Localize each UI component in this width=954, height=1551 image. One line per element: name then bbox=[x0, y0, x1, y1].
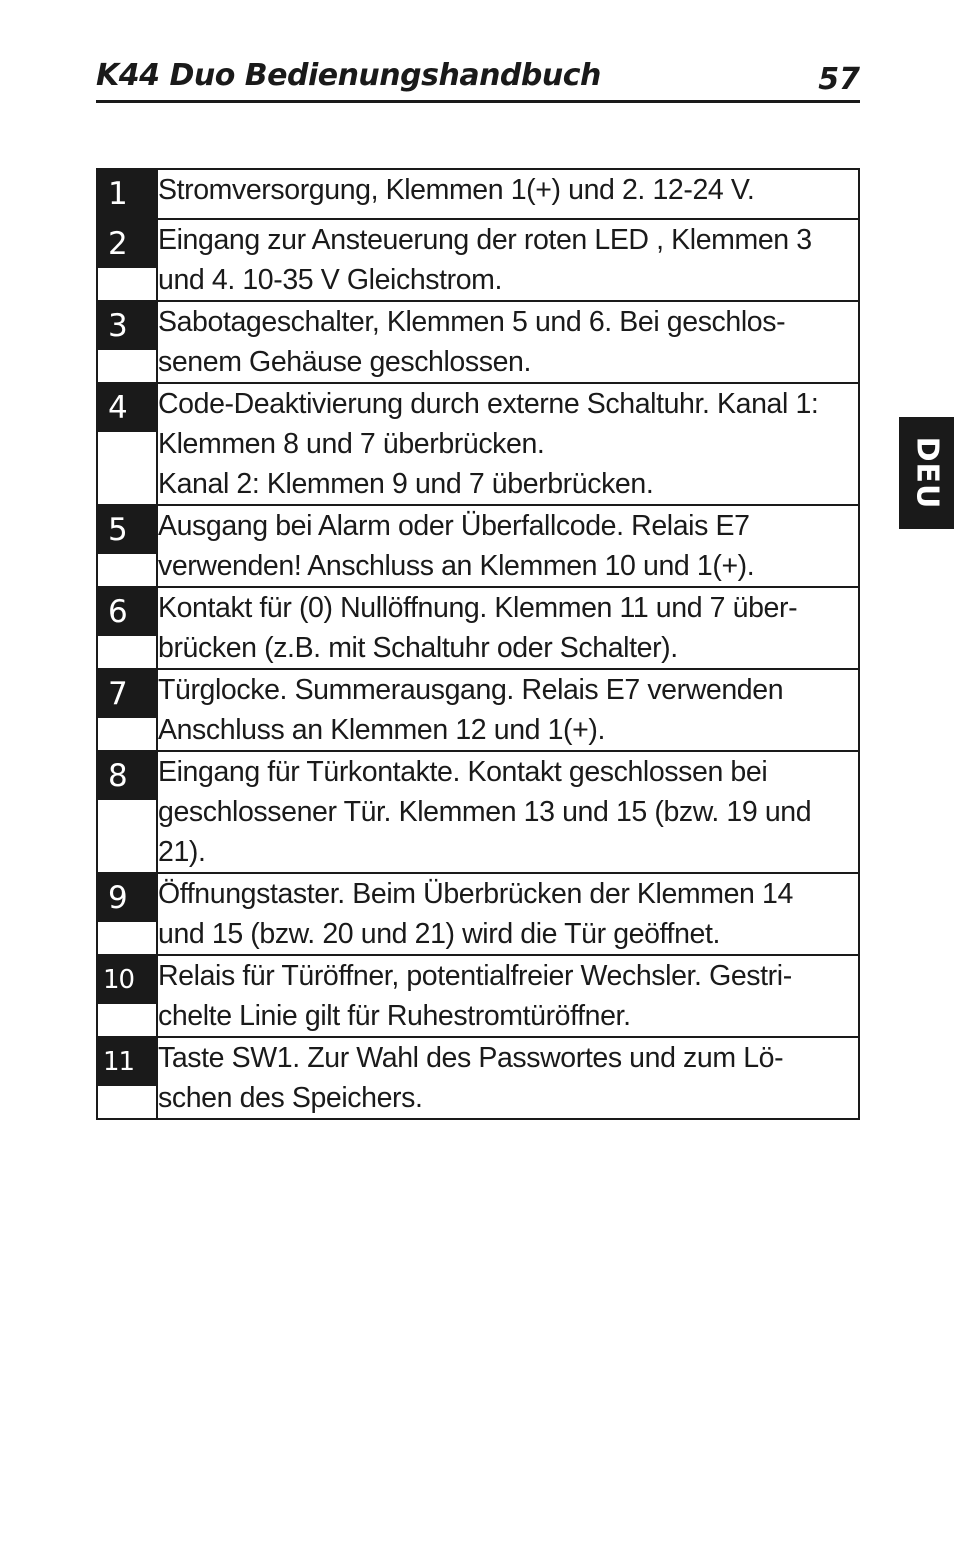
description-line: brücken (z.B. mit Schaltuhr oder Schalter). bbox=[158, 632, 678, 664]
row-number: 10 bbox=[98, 956, 156, 1004]
description-line: senem Gehäuse geschlossen. bbox=[158, 346, 532, 378]
page-number: 57 bbox=[818, 62, 860, 97]
row-number-cell bbox=[97, 955, 157, 1037]
row-number: 6 bbox=[98, 588, 156, 636]
row-number: 9 bbox=[98, 874, 156, 922]
description-line: Taste SW1. Zur Wahl des Passwortes und zum Lö- bbox=[158, 1042, 784, 1074]
description-line: Stromversorgung, Klemmen 1(+) und 2. 12-24 V. bbox=[158, 174, 755, 206]
row-number: 7 bbox=[98, 670, 156, 718]
terminal-description-table bbox=[96, 168, 860, 1120]
table-row bbox=[97, 383, 859, 505]
row-number-cell bbox=[97, 219, 157, 301]
description-line: Ausgang bei Alarm oder Überfallcode. Relais E7 bbox=[158, 510, 750, 542]
row-number-cell bbox=[97, 751, 157, 873]
row-description bbox=[157, 219, 859, 301]
description-line: Öffnungstaster. Beim Überbrücken der Klemmen 14 bbox=[158, 878, 793, 910]
table-row bbox=[97, 751, 859, 873]
row-description bbox=[157, 751, 859, 873]
row-number: 3 bbox=[98, 302, 156, 350]
description-line: Türglocke. Summerausgang. Relais E7 verwenden bbox=[158, 674, 784, 706]
row-number-cell bbox=[97, 669, 157, 751]
row-number: 1 bbox=[98, 170, 156, 218]
row-description bbox=[157, 1037, 859, 1119]
row-description bbox=[157, 383, 859, 505]
row-number: 5 bbox=[98, 506, 156, 554]
description-line: 21). bbox=[158, 836, 206, 868]
description-line: Sabotageschalter, Klemmen 5 und 6. Bei geschlos- bbox=[158, 306, 786, 338]
table-row bbox=[97, 587, 859, 669]
table-body bbox=[97, 169, 859, 1119]
description-line: geschlossener Tür. Klemmen 13 und 15 (bzw. 19 und bbox=[158, 796, 812, 828]
row-description bbox=[157, 301, 859, 383]
row-description bbox=[157, 169, 859, 219]
description-line: Eingang für Türkontakte. Kontakt geschlossen bei bbox=[158, 756, 768, 788]
table-row bbox=[97, 505, 859, 587]
description-line: Klemmen 8 und 7 überbrücken. bbox=[158, 428, 545, 460]
description-line: Anschluss an Klemmen 12 und 1(+). bbox=[158, 714, 606, 746]
table-row bbox=[97, 169, 859, 219]
row-number: 11 bbox=[98, 1038, 156, 1086]
description-line: Kontakt für (0) Nullöffnung. Klemmen 11 und 7 über- bbox=[158, 592, 798, 624]
row-description bbox=[157, 669, 859, 751]
document-title: K44 Duo Bedienungshandbuch bbox=[96, 58, 601, 93]
row-number: 8 bbox=[98, 752, 156, 800]
table-row bbox=[97, 219, 859, 301]
row-number-cell bbox=[97, 873, 157, 955]
row-number-cell bbox=[97, 505, 157, 587]
description-line: schen des Speichers. bbox=[158, 1082, 423, 1114]
language-tab-label: DEU bbox=[909, 436, 944, 510]
description-line: chelte Linie gilt für Ruhestromtüröffner. bbox=[158, 1000, 631, 1032]
row-description bbox=[157, 505, 859, 587]
description-line: Code-Deaktivierung durch externe Schaltuhr. Kanal 1: bbox=[158, 388, 819, 420]
row-description bbox=[157, 955, 859, 1037]
table-row bbox=[97, 955, 859, 1037]
row-description bbox=[157, 587, 859, 669]
row-number: 4 bbox=[98, 384, 156, 432]
description-line: Relais für Türöffner, potentialfreier Wechsler. Gestri- bbox=[158, 960, 792, 992]
table-row bbox=[97, 873, 859, 955]
table-row bbox=[97, 301, 859, 383]
row-number-cell bbox=[97, 1037, 157, 1119]
row-description bbox=[157, 873, 859, 955]
page-header bbox=[96, 58, 860, 103]
row-number-cell bbox=[97, 587, 157, 669]
table-row bbox=[97, 669, 859, 751]
language-tab bbox=[899, 417, 954, 529]
row-number: 2 bbox=[98, 220, 156, 268]
description-line: Kanal 2: Klemmen 9 und 7 überbrücken. bbox=[158, 468, 654, 500]
description-line: und 4. 10-35 V Gleichstrom. bbox=[158, 264, 503, 296]
row-number-cell bbox=[97, 301, 157, 383]
table-row bbox=[97, 1037, 859, 1119]
description-line: Eingang zur Ansteuerung der roten LED , Klemmen 3 bbox=[158, 224, 812, 256]
description-line: und 15 (bzw. 20 und 21) wird die Tür geöffnet. bbox=[158, 918, 721, 950]
description-line: verwenden! Anschluss an Klemmen 10 und 1(+). bbox=[158, 550, 755, 582]
row-number-cell bbox=[97, 169, 157, 219]
row-number-cell bbox=[97, 383, 157, 505]
